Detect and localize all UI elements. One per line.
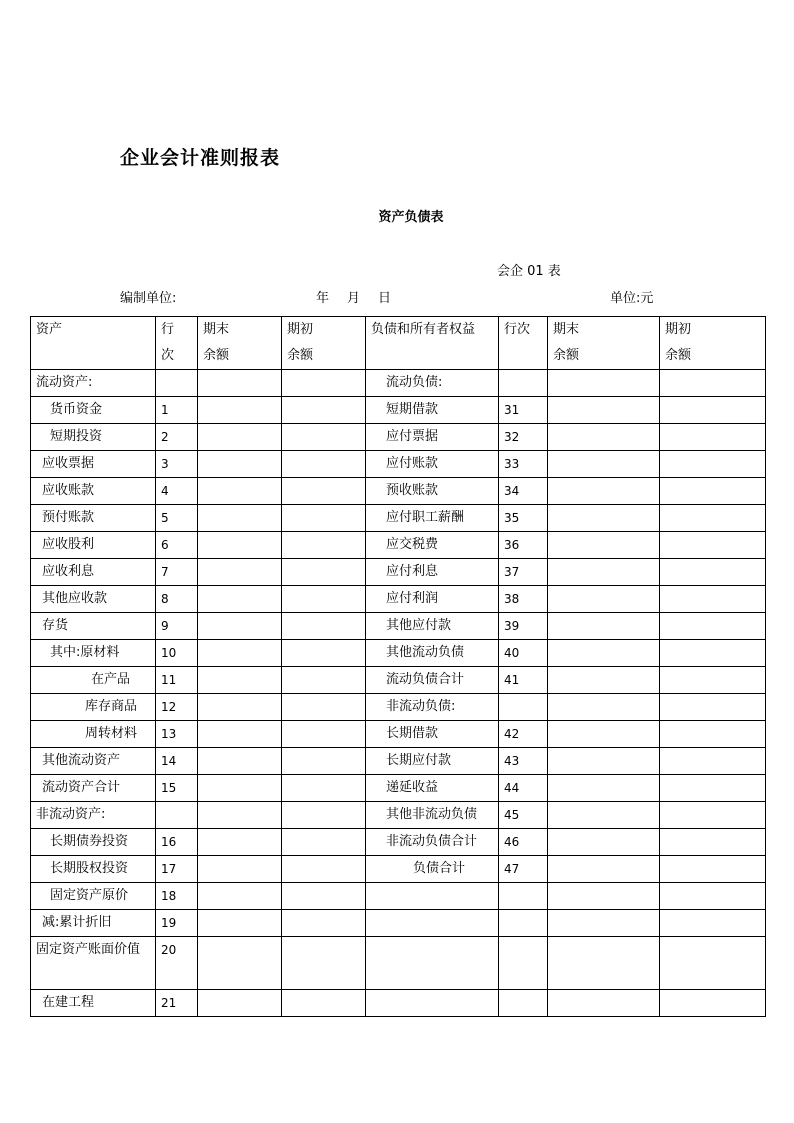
liability-end-balance[interactable]: [548, 505, 660, 532]
asset-line-no: 3: [156, 451, 198, 478]
liability-end-balance[interactable]: [548, 640, 660, 667]
asset-line-no: 7: [156, 559, 198, 586]
asset-end-balance[interactable]: [198, 775, 282, 802]
liability-begin-balance[interactable]: [660, 586, 766, 613]
asset-line-no: 17: [156, 856, 198, 883]
liability-end-balance[interactable]: [548, 613, 660, 640]
header-liabilities: 负债和所有者权益: [366, 317, 499, 370]
liability-begin-balance[interactable]: [660, 478, 766, 505]
liability-end-balance[interactable]: [548, 802, 660, 829]
asset-line-no: 4: [156, 478, 198, 505]
asset-line-no: 2: [156, 424, 198, 451]
liability-line-no: [499, 370, 548, 397]
table-header-row: [31, 317, 766, 370]
liability-item: 流动负债:: [366, 370, 499, 397]
table-row: [31, 667, 766, 694]
table-row: [31, 424, 766, 451]
asset-begin-balance[interactable]: [282, 667, 366, 694]
asset-item: 存货: [31, 613, 156, 640]
liability-line-no: 39: [499, 613, 548, 640]
asset-line-no: [156, 802, 198, 829]
asset-item: 非流动资产:: [31, 802, 156, 829]
table-row: [31, 829, 766, 856]
asset-line-no: 20: [156, 937, 198, 990]
liability-end-balance[interactable]: [548, 424, 660, 451]
asset-begin-balance[interactable]: [282, 856, 366, 883]
form-code: 会企 01 表: [497, 264, 561, 279]
liability-begin-balance[interactable]: [660, 559, 766, 586]
liability-item: 长期应付款: [366, 748, 499, 775]
table-row: [31, 586, 766, 613]
asset-end-balance[interactable]: [198, 748, 282, 775]
asset-line-no: 6: [156, 532, 198, 559]
asset-item: 其中:原材料: [31, 640, 156, 667]
liability-line-no: [499, 937, 548, 990]
asset-line-no: 10: [156, 640, 198, 667]
asset-item: 流动资产:: [31, 370, 156, 397]
liability-line-no: 47: [499, 856, 548, 883]
liability-end-balance[interactable]: [548, 370, 660, 397]
asset-item: 其他应收款: [31, 586, 156, 613]
table-row: [31, 883, 766, 910]
asset-item: 短期投资: [31, 424, 156, 451]
asset-item: 其他流动资产: [31, 748, 156, 775]
liability-item: 应付账款: [366, 451, 499, 478]
asset-begin-balance[interactable]: [282, 883, 366, 910]
balance-sheet-table: [30, 316, 766, 1017]
asset-end-balance[interactable]: [198, 990, 282, 1017]
asset-end-balance[interactable]: [198, 370, 282, 397]
asset-item: 应收账款: [31, 478, 156, 505]
asset-end-balance[interactable]: [198, 478, 282, 505]
preparing-unit-label: 编制单位:: [120, 291, 177, 306]
liability-end-balance[interactable]: [548, 478, 660, 505]
liability-line-no: 35: [499, 505, 548, 532]
liability-begin-balance[interactable]: [660, 748, 766, 775]
header-begin-balance: 期初 余额: [282, 317, 366, 370]
asset-begin-balance[interactable]: [282, 613, 366, 640]
table-row: [31, 370, 766, 397]
liability-line-no: 32: [499, 424, 548, 451]
liability-line-no: 40: [499, 640, 548, 667]
liability-item: 流动负债合计: [366, 667, 499, 694]
liability-item: 递延收益: [366, 775, 499, 802]
asset-item: 库存商品: [31, 694, 156, 721]
liability-item: 其他流动负债: [366, 640, 499, 667]
liability-item: 负债合计: [366, 856, 499, 883]
liability-begin-balance[interactable]: [660, 532, 766, 559]
liability-item: 其他应付款: [366, 613, 499, 640]
table-row: [31, 748, 766, 775]
asset-begin-balance[interactable]: [282, 640, 366, 667]
liability-item: [366, 990, 499, 1017]
liability-begin-balance[interactable]: [660, 990, 766, 1017]
asset-begin-balance[interactable]: [282, 370, 366, 397]
header-end-balance-right: 期末 余额: [548, 317, 660, 370]
asset-item: 长期股权投资: [31, 856, 156, 883]
date-day: 日: [378, 291, 392, 306]
liability-begin-balance[interactable]: [660, 829, 766, 856]
table-row: [31, 910, 766, 937]
header-line-no-right: 行次: [499, 317, 548, 370]
table-row: [31, 451, 766, 478]
liability-begin-balance[interactable]: [660, 910, 766, 937]
table-row: [31, 478, 766, 505]
liability-line-no: 43: [499, 748, 548, 775]
table-row: [31, 856, 766, 883]
asset-line-no: 19: [156, 910, 198, 937]
asset-end-balance[interactable]: [198, 802, 282, 829]
liability-item: [366, 883, 499, 910]
asset-item: 在建工程: [31, 990, 156, 1017]
table-row: [31, 640, 766, 667]
asset-end-balance[interactable]: [198, 721, 282, 748]
liability-line-no: 45: [499, 802, 548, 829]
asset-end-balance[interactable]: [198, 694, 282, 721]
liability-begin-balance[interactable]: [660, 883, 766, 910]
asset-end-balance[interactable]: [198, 667, 282, 694]
asset-end-balance[interactable]: [198, 856, 282, 883]
liability-begin-balance[interactable]: [660, 397, 766, 424]
asset-item: 预付账款: [31, 505, 156, 532]
liability-begin-balance[interactable]: [660, 694, 766, 721]
asset-begin-balance[interactable]: [282, 424, 366, 451]
asset-begin-balance[interactable]: [282, 802, 366, 829]
liability-end-balance[interactable]: [548, 397, 660, 424]
asset-item: 流动资产合计: [31, 775, 156, 802]
liability-line-no: 33: [499, 451, 548, 478]
liability-end-balance[interactable]: [548, 451, 660, 478]
liability-line-no: 46: [499, 829, 548, 856]
liability-begin-balance[interactable]: [660, 451, 766, 478]
asset-end-balance[interactable]: [198, 910, 282, 937]
liability-line-no: [499, 883, 548, 910]
asset-line-no: 5: [156, 505, 198, 532]
report-title: 资产负债表: [378, 210, 444, 225]
asset-line-no: 18: [156, 883, 198, 910]
liability-item: 应付利润: [366, 586, 499, 613]
liability-item: [366, 910, 499, 937]
header-asset: 资产: [31, 317, 156, 370]
table-row: [31, 532, 766, 559]
table-row: [31, 505, 766, 532]
liability-end-balance[interactable]: [548, 883, 660, 910]
liability-line-no: [499, 910, 548, 937]
liability-end-balance[interactable]: [548, 990, 660, 1017]
liability-end-balance[interactable]: [548, 586, 660, 613]
liability-line-no: 41: [499, 667, 548, 694]
asset-begin-balance[interactable]: [282, 478, 366, 505]
asset-begin-balance[interactable]: [282, 694, 366, 721]
asset-begin-balance[interactable]: [282, 829, 366, 856]
table-row: [31, 721, 766, 748]
liability-end-balance[interactable]: [548, 775, 660, 802]
asset-begin-balance[interactable]: [282, 586, 366, 613]
table-row: [31, 990, 766, 1017]
liability-item: 应付票据: [366, 424, 499, 451]
table-row: [31, 397, 766, 424]
liability-end-balance[interactable]: [548, 748, 660, 775]
asset-end-balance[interactable]: [198, 829, 282, 856]
liability-line-no: 34: [499, 478, 548, 505]
asset-item: 货币资金: [31, 397, 156, 424]
liability-item: 应交税费: [366, 532, 499, 559]
liability-begin-balance[interactable]: [660, 775, 766, 802]
liability-line-no: 37: [499, 559, 548, 586]
liability-end-balance[interactable]: [548, 532, 660, 559]
asset-end-balance[interactable]: [198, 613, 282, 640]
liability-begin-balance[interactable]: [660, 937, 766, 990]
asset-begin-balance[interactable]: [282, 397, 366, 424]
table-row: [31, 802, 766, 829]
liability-begin-balance[interactable]: [660, 802, 766, 829]
table-row: [31, 775, 766, 802]
asset-end-balance[interactable]: [198, 505, 282, 532]
liability-begin-balance[interactable]: [660, 640, 766, 667]
date-month: 月: [347, 291, 361, 306]
liability-begin-balance[interactable]: [660, 424, 766, 451]
asset-item: 在产品: [31, 667, 156, 694]
asset-item: 固定资产原价: [31, 883, 156, 910]
liability-end-balance[interactable]: [548, 721, 660, 748]
liability-item: 非流动负债合计: [366, 829, 499, 856]
asset-item: 应收票据: [31, 451, 156, 478]
asset-item: 应收股利: [31, 532, 156, 559]
asset-item: 应收利息: [31, 559, 156, 586]
liability-begin-balance[interactable]: [660, 505, 766, 532]
liability-end-balance[interactable]: [548, 694, 660, 721]
asset-line-no: [156, 370, 198, 397]
asset-end-balance[interactable]: [198, 586, 282, 613]
liability-item: 长期借款: [366, 721, 499, 748]
liability-line-no: 31: [499, 397, 548, 424]
liability-line-no: 44: [499, 775, 548, 802]
asset-end-balance[interactable]: [198, 424, 282, 451]
liability-item: 非流动负债:: [366, 694, 499, 721]
asset-end-balance[interactable]: [198, 532, 282, 559]
table-row: [31, 937, 766, 990]
asset-begin-balance[interactable]: [282, 748, 366, 775]
liability-item: 短期借款: [366, 397, 499, 424]
liability-end-balance[interactable]: [548, 937, 660, 990]
table-row: [31, 559, 766, 586]
asset-line-no: 21: [156, 990, 198, 1017]
liability-end-balance[interactable]: [548, 559, 660, 586]
date-year: 年: [316, 291, 330, 306]
asset-begin-balance[interactable]: [282, 775, 366, 802]
asset-line-no: 11: [156, 667, 198, 694]
asset-line-no: 1: [156, 397, 198, 424]
liability-item: 其他非流动负债: [366, 802, 499, 829]
asset-begin-balance[interactable]: [282, 990, 366, 1017]
liability-item: [366, 937, 499, 990]
asset-begin-balance[interactable]: [282, 559, 366, 586]
asset-begin-balance[interactable]: [282, 505, 366, 532]
liability-line-no: 42: [499, 721, 548, 748]
currency-unit: 单位:元: [610, 291, 654, 306]
asset-item: 减:累计折旧: [31, 910, 156, 937]
asset-item: 长期债券投资: [31, 829, 156, 856]
asset-item: 固定资产账面价值: [31, 937, 156, 990]
document-title: 企业会计准则报表: [120, 147, 281, 169]
liability-item: 预收账款: [366, 478, 499, 505]
liability-end-balance[interactable]: [548, 667, 660, 694]
asset-line-no: 16: [156, 829, 198, 856]
asset-line-no: 14: [156, 748, 198, 775]
asset-item: 周转材料: [31, 721, 156, 748]
header-end-balance: 期末 余额: [198, 317, 282, 370]
asset-line-no: 12: [156, 694, 198, 721]
asset-begin-balance[interactable]: [282, 937, 366, 990]
header-begin-balance-right: 期初 余额: [660, 317, 766, 370]
asset-end-balance[interactable]: [198, 883, 282, 910]
liability-line-no: 36: [499, 532, 548, 559]
liability-end-balance[interactable]: [548, 910, 660, 937]
asset-begin-balance[interactable]: [282, 532, 366, 559]
asset-end-balance[interactable]: [198, 451, 282, 478]
asset-end-balance[interactable]: [198, 640, 282, 667]
table-row: [31, 694, 766, 721]
asset-end-balance[interactable]: [198, 937, 282, 990]
liability-begin-balance[interactable]: [660, 667, 766, 694]
asset-line-no: 9: [156, 613, 198, 640]
liability-begin-balance[interactable]: [660, 721, 766, 748]
header-line-no: 行 次: [156, 317, 198, 370]
asset-line-no: 8: [156, 586, 198, 613]
report-date: [316, 287, 409, 306]
asset-begin-balance[interactable]: [282, 721, 366, 748]
liability-end-balance[interactable]: [548, 829, 660, 856]
liability-line-no: [499, 990, 548, 1017]
liability-begin-balance[interactable]: [660, 613, 766, 640]
table-row: [31, 613, 766, 640]
liability-item: 应付职工薪酬: [366, 505, 499, 532]
asset-line-no: 15: [156, 775, 198, 802]
asset-end-balance[interactable]: [198, 397, 282, 424]
asset-begin-balance[interactable]: [282, 451, 366, 478]
liability-item: 应付利息: [366, 559, 499, 586]
liability-begin-balance[interactable]: [660, 856, 766, 883]
liability-begin-balance[interactable]: [660, 370, 766, 397]
liability-line-no: 38: [499, 586, 548, 613]
liability-end-balance[interactable]: [548, 856, 660, 883]
asset-end-balance[interactable]: [198, 559, 282, 586]
liability-line-no: [499, 694, 548, 721]
asset-line-no: 13: [156, 721, 198, 748]
asset-begin-balance[interactable]: [282, 910, 366, 937]
